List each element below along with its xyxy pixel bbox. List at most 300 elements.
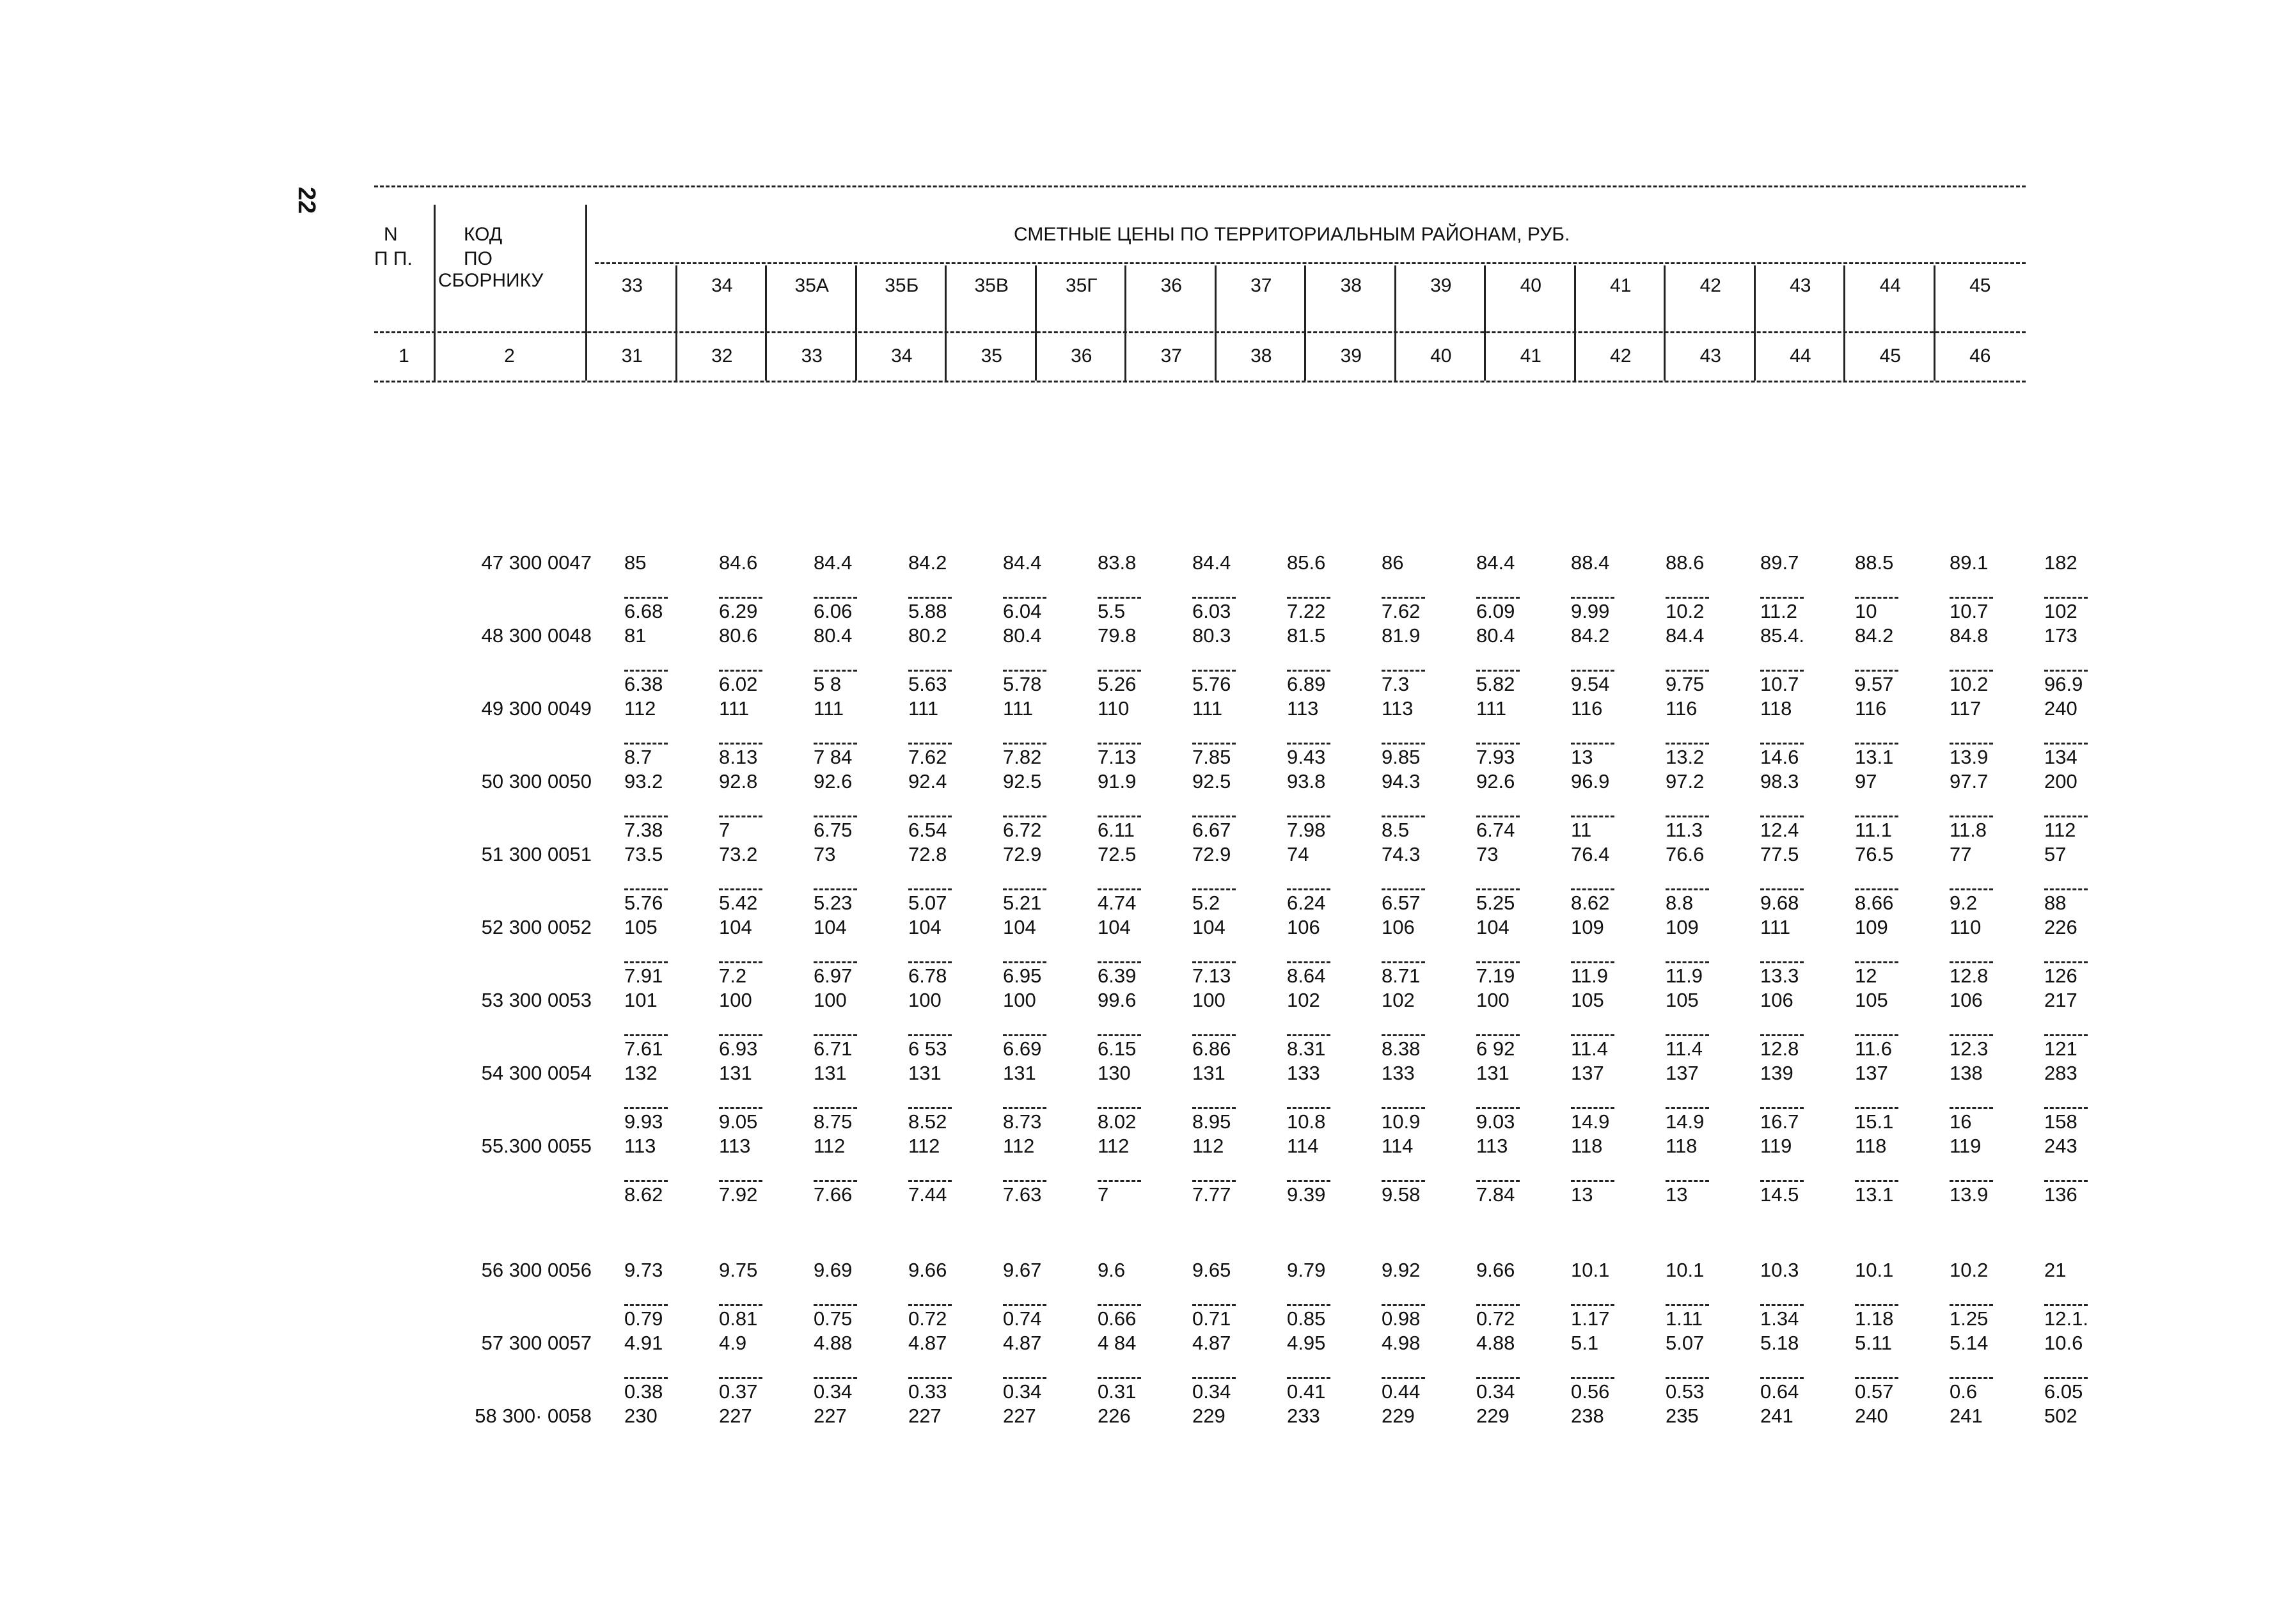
price-value: 118 xyxy=(1571,1135,1603,1157)
table-row xyxy=(374,623,2135,647)
price-value: 80.4 xyxy=(1476,624,1515,647)
price-value: 105 xyxy=(1571,989,1604,1011)
price-sub-value: 8.66 xyxy=(1855,892,1894,914)
fraction-line xyxy=(1756,1282,1851,1306)
price-sub-value: 8.71 xyxy=(1382,965,1421,987)
price-sub-value: 7 xyxy=(1098,1183,1109,1206)
price-sub-value: 5.88 xyxy=(908,600,947,622)
fraction-line xyxy=(999,647,1094,672)
price-value: 114 xyxy=(1287,1135,1319,1157)
price-value: 9.73 xyxy=(624,1259,663,1281)
table-row xyxy=(374,1403,2135,1428)
fraction-line-row xyxy=(374,1355,2135,1379)
price-value: 131 xyxy=(1476,1062,1509,1084)
header-code-line2: ПО xyxy=(464,248,493,269)
price-sub-value: 126 xyxy=(2044,965,2077,987)
fraction-line xyxy=(1094,793,1188,817)
price-value: 100 xyxy=(1003,989,1036,1011)
price-value: 139 xyxy=(1760,1062,1793,1084)
fraction-line xyxy=(620,793,715,817)
table-row-sub xyxy=(374,817,2135,842)
fraction-line xyxy=(1378,647,1472,672)
price-sub-value: 6.11 xyxy=(1098,819,1135,841)
table-row xyxy=(374,842,2135,866)
fraction-line xyxy=(904,647,999,672)
fraction-line xyxy=(810,866,904,890)
fraction-line xyxy=(1188,1355,1283,1379)
fraction-line xyxy=(1756,939,1851,963)
price-sub-value: 6.68 xyxy=(624,600,663,622)
row-code: 52 300 0052 xyxy=(481,916,592,938)
fraction-line xyxy=(620,647,715,672)
fraction-line xyxy=(2040,1012,2135,1036)
price-value: 80.3 xyxy=(1192,624,1231,647)
fraction-line xyxy=(810,1158,904,1182)
price-value: 5.1 xyxy=(1571,1332,1599,1354)
fraction-line xyxy=(904,1355,999,1379)
price-value: 10.1 xyxy=(1666,1259,1705,1281)
price-value: 92.6 xyxy=(1476,770,1515,792)
price-sub-value: 7.13 xyxy=(1192,965,1231,987)
fraction-line xyxy=(1756,866,1851,890)
fraction-line xyxy=(1567,1085,1662,1109)
price-sub-value: 0.31 xyxy=(1098,1380,1137,1403)
fraction-line xyxy=(1094,939,1188,963)
price-value: 73 xyxy=(1476,843,1499,865)
price-sub-value: 11.2 xyxy=(1760,600,1798,622)
price-value: 138 xyxy=(1950,1062,1983,1084)
table-row-sub xyxy=(374,963,2135,988)
fraction-line xyxy=(1946,1282,2040,1306)
divider xyxy=(374,381,2026,382)
fraction-line xyxy=(1378,1355,1472,1379)
price-sub-value: 10.2 xyxy=(1666,600,1705,622)
price-sub-value: 6.03 xyxy=(1192,600,1231,622)
fraction-line xyxy=(1283,1158,1378,1182)
row-code: 54 300 0054 xyxy=(481,1062,592,1084)
fraction-line xyxy=(1283,939,1378,963)
spacer xyxy=(374,1282,620,1306)
price-value: 84.8 xyxy=(1950,624,1989,647)
price-value: 98.3 xyxy=(1760,770,1799,792)
price-sub-value: 7.66 xyxy=(814,1183,853,1206)
table-row xyxy=(374,1133,2135,1158)
price-sub-value: 7.62 xyxy=(908,746,947,768)
fraction-line xyxy=(1756,1012,1851,1036)
price-value: 99.6 xyxy=(1098,989,1137,1011)
price-sub-value: 0.53 xyxy=(1666,1380,1705,1403)
price-sub-value: 7 84 xyxy=(814,746,853,768)
price-sub-value: 6.05 xyxy=(2044,1380,2083,1403)
price-sub-value: 5.78 xyxy=(1003,673,1042,695)
price-value: 80.6 xyxy=(719,624,758,647)
fraction-line xyxy=(1662,1282,1756,1306)
fraction-line xyxy=(1472,866,1567,890)
price-sub-value: 7.2 xyxy=(719,965,747,987)
fraction-line xyxy=(620,1355,715,1379)
price-sub-value: 7.3 xyxy=(1382,673,1410,695)
price-value: 81 xyxy=(624,624,647,647)
fraction-line xyxy=(1567,1282,1662,1306)
price-sub-value: 0.66 xyxy=(1098,1307,1137,1330)
price-sub-value: 8.7 xyxy=(624,746,652,768)
row-code: 47 300 0047 xyxy=(481,551,592,574)
index-header-cell: 45 xyxy=(1879,345,1901,367)
price-value: 113 xyxy=(624,1135,656,1157)
price-sub-value: 9.68 xyxy=(1760,892,1799,914)
price-sub-value: 0.37 xyxy=(719,1380,758,1403)
price-value: 94.3 xyxy=(1382,770,1421,792)
price-sub-value: 8.13 xyxy=(719,746,758,768)
price-value: 131 xyxy=(1003,1062,1036,1084)
price-value: 229 xyxy=(1192,1405,1226,1427)
price-value: 5.07 xyxy=(1666,1332,1705,1354)
price-sub-value: 5.82 xyxy=(1476,673,1515,695)
region-header-cell: 35А xyxy=(794,275,829,296)
fraction-line xyxy=(1662,1085,1756,1109)
spacer xyxy=(374,793,620,817)
price-sub-value: 11.9 xyxy=(1571,965,1609,987)
price-value: 229 xyxy=(1382,1405,1415,1427)
price-value: 80.2 xyxy=(908,624,947,647)
fraction-line xyxy=(1662,866,1756,890)
price-sub-value: 12.4 xyxy=(1760,819,1799,841)
fraction-line xyxy=(1094,1355,1188,1379)
row-code: 56 300 0056 xyxy=(481,1259,592,1281)
fraction-line xyxy=(1378,1012,1472,1036)
price-value: 72.8 xyxy=(908,843,947,865)
fraction-line xyxy=(715,1355,810,1379)
table-row-sub xyxy=(374,1306,2135,1330)
region-header-cell: 41 xyxy=(1610,275,1632,296)
price-value: 119 xyxy=(1760,1135,1792,1157)
price-sub-value: 7.61 xyxy=(624,1037,663,1060)
price-value: 112 xyxy=(1098,1135,1130,1157)
fraction-line xyxy=(810,1085,904,1109)
fraction-line xyxy=(999,574,1094,599)
fraction-line-row xyxy=(374,793,2135,817)
price-sub-value: 7.44 xyxy=(908,1183,947,1206)
index-header-cell: 38 xyxy=(1250,345,1272,367)
price-value: 502 xyxy=(2044,1405,2077,1427)
fraction-line xyxy=(1094,647,1188,672)
price-sub-value: 6.74 xyxy=(1476,819,1515,841)
price-sub-value: 7.84 xyxy=(1476,1183,1515,1206)
price-sub-value: 9.75 xyxy=(1666,673,1705,695)
price-sub-value: 6.54 xyxy=(908,819,947,841)
price-value: 84.2 xyxy=(1855,624,1894,647)
price-sub-value: 7.82 xyxy=(1003,746,1042,768)
region-header-cell: 45 xyxy=(1969,275,1991,296)
price-value: 73 xyxy=(814,843,836,865)
price-sub-value: 0.33 xyxy=(908,1380,947,1403)
price-value: 226 xyxy=(2044,916,2077,938)
price-sub-value: 1.18 xyxy=(1855,1307,1894,1330)
price-value: 104 xyxy=(1003,916,1036,938)
fraction-line xyxy=(2040,574,2135,599)
price-value: 131 xyxy=(719,1062,752,1084)
table-row xyxy=(374,550,2135,574)
price-value: 77.5 xyxy=(1760,843,1799,865)
price-sub-value: 9.39 xyxy=(1287,1183,1326,1206)
table-row-sub xyxy=(374,890,2135,915)
price-value: 81.5 xyxy=(1287,624,1326,647)
fraction-line xyxy=(1756,1085,1851,1109)
fraction-line xyxy=(1946,866,2040,890)
row-code: 58 300· 0058 xyxy=(475,1405,592,1427)
fraction-line xyxy=(1378,720,1472,745)
price-value: 93.2 xyxy=(624,770,663,792)
table-row xyxy=(374,1060,2135,1085)
price-value: 109 xyxy=(1571,916,1604,938)
price-sub-value: 7.93 xyxy=(1476,746,1515,768)
price-sub-value: 134 xyxy=(2044,746,2077,768)
price-value: 117 xyxy=(1950,697,1982,720)
table-row-sub xyxy=(374,1036,2135,1060)
spacer xyxy=(374,720,620,745)
price-value: 86 xyxy=(1382,551,1404,574)
index-header-cell: 46 xyxy=(1969,345,1991,367)
row-code: 50 300 0050 xyxy=(481,770,592,792)
price-value: 106 xyxy=(1760,989,1793,1011)
price-value: 105 xyxy=(1666,989,1699,1011)
fraction-line xyxy=(2040,1355,2135,1379)
price-value: 76.4 xyxy=(1571,843,1610,865)
price-value: 200 xyxy=(2044,770,2077,792)
price-sub-value: 13 xyxy=(1571,1183,1593,1206)
price-sub-value: 96.9 xyxy=(2044,673,2083,695)
price-value: 9.69 xyxy=(814,1259,853,1281)
price-value: 116 xyxy=(1855,697,1887,720)
index-header-cell: 33 xyxy=(801,345,823,367)
fraction-line xyxy=(1567,939,1662,963)
fraction-line xyxy=(810,574,904,599)
fraction-line xyxy=(1188,866,1283,890)
spacer xyxy=(374,1109,620,1133)
price-sub-value: 158 xyxy=(2044,1110,2077,1133)
price-sub-value: 7.22 xyxy=(1287,600,1326,622)
fraction-line xyxy=(1851,939,1946,963)
price-sub-value: 13 xyxy=(1666,1183,1688,1206)
fraction-line xyxy=(1662,1158,1756,1182)
spacer xyxy=(374,745,620,769)
region-header-cell: 35Б xyxy=(885,275,919,296)
price-sub-value: 6.04 xyxy=(1003,600,1042,622)
price-sub-value: 0.34 xyxy=(1192,1380,1231,1403)
price-sub-value: 13.9 xyxy=(1950,1183,1989,1206)
fraction-line xyxy=(1472,793,1567,817)
price-sub-value: 7.62 xyxy=(1382,600,1421,622)
fraction-line xyxy=(715,1012,810,1036)
price-sub-value: 6.57 xyxy=(1382,892,1421,914)
fraction-line xyxy=(1567,866,1662,890)
fraction-line xyxy=(904,720,999,745)
price-value: 112 xyxy=(1192,1135,1224,1157)
fraction-line xyxy=(1472,1355,1567,1379)
fraction-line xyxy=(2040,720,2135,745)
price-sub-value: 0.85 xyxy=(1287,1307,1326,1330)
index-header-cell: 31 xyxy=(621,345,643,367)
index-header-cell: 2 xyxy=(504,345,515,367)
price-value: 4.91 xyxy=(624,1332,663,1354)
price-value: 116 xyxy=(1571,697,1603,720)
price-value: 227 xyxy=(814,1405,847,1427)
price-value: 4.87 xyxy=(1003,1332,1042,1354)
price-sub-value: 7.13 xyxy=(1098,746,1137,768)
fraction-line xyxy=(1756,1355,1851,1379)
fraction-line xyxy=(620,866,715,890)
price-value: 233 xyxy=(1287,1405,1320,1427)
fraction-line xyxy=(1283,720,1378,745)
price-sub-value: 6.38 xyxy=(624,673,663,695)
price-sub-value: 7.92 xyxy=(719,1183,758,1206)
price-sub-value: 6.75 xyxy=(814,819,853,841)
fraction-line xyxy=(1188,574,1283,599)
fraction-line xyxy=(1756,1158,1851,1182)
price-sub-value: 10.7 xyxy=(1950,600,1989,622)
fraction-line xyxy=(1283,574,1378,599)
fraction-line xyxy=(904,574,999,599)
region-header-cell: 44 xyxy=(1879,275,1901,296)
price-sub-value: 8.64 xyxy=(1287,965,1326,987)
price-value: 106 xyxy=(1382,916,1415,938)
fraction-line xyxy=(620,574,715,599)
price-value: 118 xyxy=(1855,1135,1887,1157)
fraction-line xyxy=(1378,793,1472,817)
fraction-line xyxy=(1188,939,1283,963)
price-value: 110 xyxy=(1098,697,1130,720)
price-value: 84.4 xyxy=(1192,551,1231,574)
price-value: 100 xyxy=(719,989,752,1011)
fraction-line xyxy=(1188,1012,1283,1036)
price-sub-value: 9.85 xyxy=(1382,746,1421,768)
price-value: 83.8 xyxy=(1098,551,1137,574)
header-title: СМЕТНЫЕ ЦЕНЫ ПО ТЕРРИТОРИАЛЬНЫМ РАЙОНАМ, РУБ. xyxy=(1014,224,1570,245)
price-value: 97.7 xyxy=(1950,770,1989,792)
price-value: 4.95 xyxy=(1287,1332,1326,1354)
price-sub-value: 7 xyxy=(719,819,730,841)
price-value: 112 xyxy=(908,1135,940,1157)
table-row-sub xyxy=(374,1182,2135,1206)
price-value: 100 xyxy=(1192,989,1226,1011)
price-value: 104 xyxy=(1476,916,1509,938)
fraction-line xyxy=(999,939,1094,963)
price-value: 243 xyxy=(2044,1135,2077,1157)
fraction-line xyxy=(1472,1158,1567,1182)
region-header-cell: 35Г xyxy=(1065,275,1098,296)
fraction-line xyxy=(1567,647,1662,672)
price-value: 97 xyxy=(1855,770,1877,792)
fraction-line xyxy=(715,1085,810,1109)
price-value: 227 xyxy=(1003,1405,1036,1427)
region-header-cell: 34 xyxy=(711,275,733,296)
price-value: 109 xyxy=(1855,916,1888,938)
price-value: 9.67 xyxy=(1003,1259,1042,1281)
fraction-line-row xyxy=(374,1158,2135,1182)
fraction-line xyxy=(715,939,810,963)
price-value: 4.87 xyxy=(1192,1332,1231,1354)
price-value: 9.6 xyxy=(1098,1259,1126,1281)
price-value: 182 xyxy=(2044,551,2077,574)
price-value: 85.4. xyxy=(1760,624,1804,647)
fraction-line xyxy=(1472,574,1567,599)
price-sub-value: 0.75 xyxy=(814,1307,853,1330)
fraction-line xyxy=(1283,1355,1378,1379)
price-value: 84.4 xyxy=(1666,624,1705,647)
spacer xyxy=(374,1036,620,1060)
price-value: 113 xyxy=(1287,697,1319,720)
price-value: 137 xyxy=(1855,1062,1888,1084)
fraction-line xyxy=(1567,1158,1662,1182)
fraction-line xyxy=(1094,720,1188,745)
fraction-line xyxy=(1472,1012,1567,1036)
table-row-sub xyxy=(374,599,2135,623)
price-sub-value: 9.58 xyxy=(1382,1183,1421,1206)
price-sub-value: 9.99 xyxy=(1571,600,1610,622)
price-value: 241 xyxy=(1760,1405,1793,1427)
spacer xyxy=(374,672,620,696)
divider xyxy=(595,262,2026,264)
price-value: 81.9 xyxy=(1382,624,1421,647)
price-value: 113 xyxy=(1476,1135,1508,1157)
price-sub-value: 7.98 xyxy=(1287,819,1326,841)
price-value: 106 xyxy=(1950,989,1983,1011)
price-value: 84.2 xyxy=(908,551,947,574)
fraction-line xyxy=(1567,720,1662,745)
price-sub-value: 13.2 xyxy=(1666,746,1705,768)
fraction-line xyxy=(1662,793,1756,817)
price-sub-value: 9.54 xyxy=(1571,673,1610,695)
fraction-line xyxy=(1378,1282,1472,1306)
price-sub-value: 9.93 xyxy=(624,1110,663,1133)
price-value: 4.87 xyxy=(908,1332,947,1354)
fraction-line-row xyxy=(374,1282,2135,1306)
fraction-line xyxy=(1378,866,1472,890)
fraction-line xyxy=(1756,793,1851,817)
table-row xyxy=(374,1257,2135,1282)
price-value: 111 xyxy=(908,697,939,720)
index-header-cell: 1 xyxy=(398,345,409,367)
index-header-cell: 39 xyxy=(1340,345,1362,367)
divider xyxy=(374,185,2026,187)
price-value: 109 xyxy=(1666,916,1699,938)
fraction-line xyxy=(1851,1282,1946,1306)
fraction-line xyxy=(715,1158,810,1182)
price-value: 111 xyxy=(719,697,750,720)
price-sub-value: 0.81 xyxy=(719,1307,758,1330)
table-row xyxy=(374,915,2135,939)
fraction-line-row xyxy=(374,1012,2135,1036)
price-value: 77 xyxy=(1950,843,1972,865)
fraction-line xyxy=(2040,1085,2135,1109)
price-value: 217 xyxy=(2044,989,2077,1011)
price-value: 21 xyxy=(2044,1259,2067,1281)
fraction-line xyxy=(999,1158,1094,1182)
price-value: 5.14 xyxy=(1950,1332,1989,1354)
price-sub-value: 13.3 xyxy=(1760,965,1799,987)
table-row xyxy=(374,1330,2135,1355)
price-sub-value: 13 xyxy=(1571,746,1593,768)
fraction-line xyxy=(1756,720,1851,745)
price-value: 57 xyxy=(2044,843,2067,865)
price-value: 137 xyxy=(1666,1062,1699,1084)
price-value: 235 xyxy=(1666,1405,1699,1427)
price-sub-value: 13.1 xyxy=(1855,746,1894,768)
fraction-line xyxy=(904,939,999,963)
fraction-line xyxy=(715,793,810,817)
fraction-line xyxy=(620,1158,715,1182)
fraction-line xyxy=(2040,866,2135,890)
